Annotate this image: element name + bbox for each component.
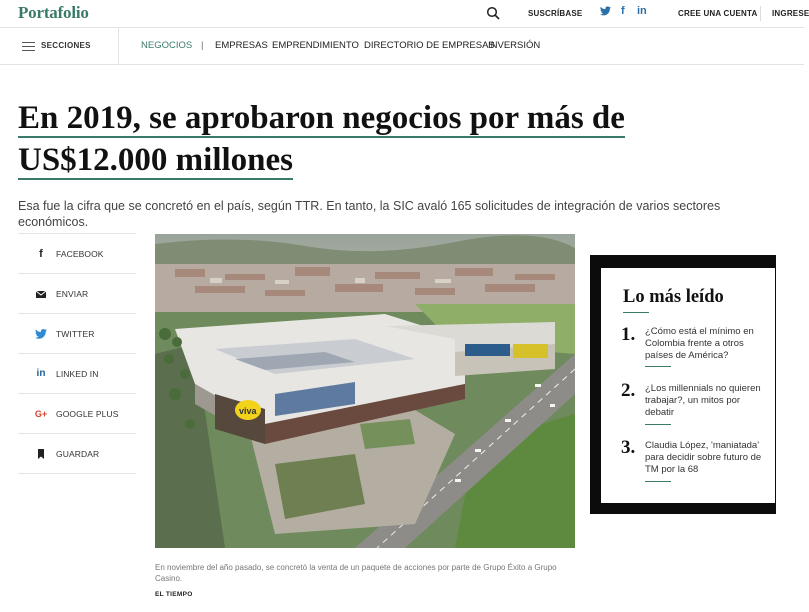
article-headline <box>18 97 718 181</box>
share-label: LINKED IN <box>56 369 99 379</box>
save-button[interactable] <box>18 434 136 474</box>
share-email-button[interactable] <box>18 274 136 314</box>
share-google-plus-button[interactable] <box>18 394 136 434</box>
headline-line-2: US$12.000 millones <box>18 142 294 178</box>
share-twitter-button[interactable] <box>18 314 136 354</box>
divider <box>760 6 761 21</box>
share-label: ENVIAR <box>56 289 89 299</box>
top-bar <box>0 0 809 28</box>
divider <box>645 366 671 367</box>
most-read-link-1[interactable]: ¿Cómo está el mínimo en Colombia frente a otros países de América? <box>645 326 754 361</box>
sections-menu-button[interactable]: SECCIONES <box>41 41 91 50</box>
share-label: FACEBOOK <box>56 249 104 259</box>
share-label: TWITTER <box>56 329 95 339</box>
twitter-icon[interactable] <box>600 5 611 19</box>
login-link[interactable]: INGRESE <box>772 9 809 18</box>
photo-sign-text: viva <box>239 406 257 416</box>
photo-caption: En noviembre del año pasado, se concretó la venta de un paquete de acciones por parte de Grupo Éxito a Grupo Casino. <box>155 563 557 583</box>
nav-item-directorio[interactable]: DIRECTORIO DE EMPRESAS <box>364 40 495 51</box>
linkedin-icon[interactable]: in <box>637 5 647 17</box>
article-subtitle: Esa fue la cifra que se concretó en el país, según TTR. En tanto, la SIC avaló 165 solicitudes de integración de varios sectores económicos. <box>18 199 721 229</box>
facebook-icon[interactable]: f <box>621 5 625 17</box>
most-read-link-3[interactable]: Claudia López, 'maniatada' para decidir sobre futuro de TM por la 68 <box>645 440 762 475</box>
menu-icon[interactable] <box>22 42 35 54</box>
nav-separator: | <box>201 40 204 51</box>
share-label: GOOGLE PLUS <box>56 409 119 419</box>
subscribe-link[interactable]: SUSCRÍBASE <box>528 9 583 18</box>
facebook-icon: f <box>39 248 43 260</box>
most-read-title: Lo más leído <box>623 287 724 307</box>
site-logo[interactable]: Portafolio <box>18 3 89 22</box>
nav-item-inversion[interactable]: INVERSIÓN <box>488 40 541 51</box>
search-icon[interactable] <box>486 6 500 20</box>
share-facebook-button[interactable] <box>18 234 136 274</box>
bookmark-icon <box>35 448 47 460</box>
twitter-icon <box>35 328 47 340</box>
section-nav <box>0 28 804 65</box>
most-read-number: 1. <box>621 324 636 345</box>
divider <box>118 28 119 65</box>
linkedin-icon: in <box>36 368 46 379</box>
nav-item-negocios[interactable]: NEGOCIOS <box>141 40 193 51</box>
divider <box>645 424 671 425</box>
divider <box>645 481 671 482</box>
google-plus-icon: G+ <box>34 409 48 419</box>
aerial-mall-image <box>155 234 575 548</box>
share-sidebar <box>18 233 136 474</box>
mail-icon <box>35 288 47 300</box>
divider <box>623 312 649 313</box>
most-read-number: 3. <box>621 437 636 458</box>
share-label: GUARDAR <box>56 449 100 459</box>
most-read-link-2[interactable]: ¿Los millennials no quieren trabajar?, un mitos por debatir <box>645 383 761 418</box>
create-account-link[interactable]: CREE UNA CUENTA <box>678 9 758 18</box>
photo-credit: EL TIEMPO <box>155 591 193 598</box>
nav-item-empresas[interactable]: EMPRESAS <box>215 40 268 51</box>
headline-line-1: En 2019, se aprobaron negocios por más de <box>18 100 625 136</box>
most-read-number: 2. <box>621 380 636 401</box>
nav-item-emprendimiento[interactable]: EMPRENDIMIENTO <box>272 40 359 51</box>
article-photo <box>155 234 575 548</box>
share-linkedin-button[interactable] <box>18 354 136 394</box>
